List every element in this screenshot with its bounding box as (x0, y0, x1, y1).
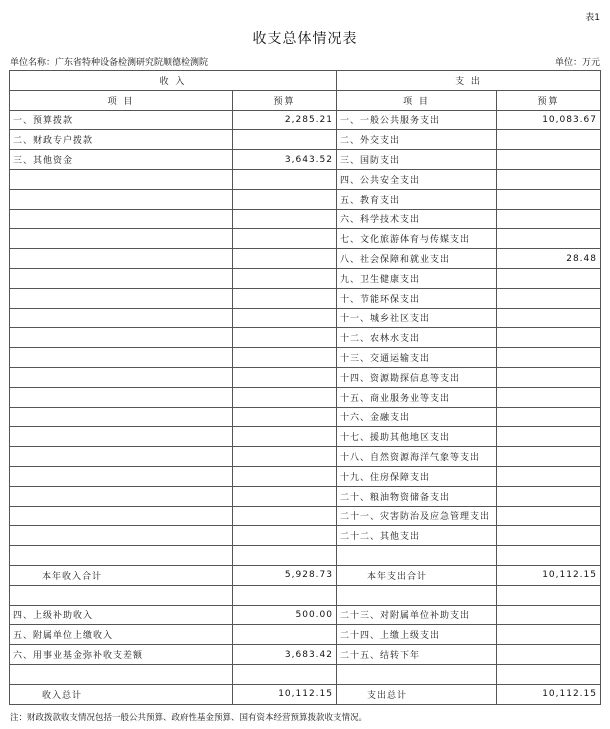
expense-item-cell: 六、科学技术支出 (337, 209, 497, 229)
expense-budget-cell (497, 209, 601, 229)
table-column-header (10, 90, 601, 110)
table-row (10, 664, 601, 684)
table-row (10, 308, 601, 328)
expense-budget-cell (497, 625, 601, 645)
income-budget-cell (233, 367, 337, 387)
income-budget-cell (233, 486, 337, 506)
income-item-cell (10, 229, 233, 249)
expense-item-cell: 八、社会保障和就业支出 (337, 249, 497, 269)
expense-budget-cell (497, 268, 601, 288)
income-item-cell: 一、预算拨款 (10, 110, 233, 130)
income-item-cell: 二、财政专户拨款 (10, 130, 233, 150)
income-budget-cell (233, 288, 337, 308)
expense-budget-cell (497, 229, 601, 249)
expense-item-cell: 五、教育支出 (337, 189, 497, 209)
expense-header: 支 出 (337, 71, 601, 91)
budget-table (9, 70, 601, 705)
expense-budget-cell: 10,112.15 (497, 684, 601, 704)
expense-item-cell: 四、公共安全支出 (337, 169, 497, 189)
income-item-cell: 五、附属单位上缴收入 (10, 625, 233, 645)
expense-budget-cell: 10,083.67 (497, 110, 601, 130)
table-row (10, 466, 601, 486)
income-budget-cell (233, 664, 337, 684)
table-row (10, 169, 601, 189)
income-budget-cell: 500.00 (233, 605, 337, 625)
expense-budget-cell (497, 585, 601, 605)
expense-budget-cell (497, 407, 601, 427)
income-budget-cell (233, 130, 337, 150)
table-row (10, 645, 601, 665)
expense-item-cell: 三、国防支出 (337, 150, 497, 170)
table-row (10, 110, 601, 130)
table-row (10, 249, 601, 269)
income-budget-cell (233, 506, 337, 526)
expense-item-cell: 十八、自然资源海洋气象等支出 (337, 447, 497, 467)
table-row (10, 427, 601, 447)
table-row (10, 605, 601, 625)
expense-item-cell: 二十二、其他支出 (337, 526, 497, 546)
expense-item-cell: 九、卫生健康支出 (337, 268, 497, 288)
table-row (10, 150, 601, 170)
income-item-cell (10, 427, 233, 447)
expense-item-cell: 十、节能环保支出 (337, 288, 497, 308)
table-row (10, 684, 601, 704)
table-row (10, 585, 601, 605)
income-item-cell (10, 249, 233, 269)
table-row (10, 407, 601, 427)
table-row (10, 130, 601, 150)
income-budget-header: 预算 (233, 90, 337, 110)
income-item-cell (10, 447, 233, 467)
income-header: 收 入 (10, 71, 337, 91)
table-row (10, 625, 601, 645)
expense-item-cell: 七、文化旅游体育与传媒支出 (337, 229, 497, 249)
expense-budget-cell (497, 169, 601, 189)
expense-budget-cell (497, 466, 601, 486)
table-row (10, 447, 601, 467)
expense-item-cell: 一、一般公共服务支出 (337, 110, 497, 130)
expense-budget-cell (497, 387, 601, 407)
income-budget-cell (233, 546, 337, 566)
income-budget-cell (233, 308, 337, 328)
expense-budget-cell (497, 427, 601, 447)
table-row (10, 288, 601, 308)
expense-budget-cell (497, 447, 601, 467)
expense-item-cell: 二十五、结转下年 (337, 645, 497, 665)
footnote: 注：财政拨款收支情况包括一般公共预算、政府性基金预算、国有资本经营预算拨款收支情况。 (10, 713, 368, 723)
income-item-cell: 收入总计 (10, 684, 233, 704)
expense-budget-cell (497, 367, 601, 387)
expense-budget-header: 预算 (497, 90, 601, 110)
income-budget-cell (233, 189, 337, 209)
income-budget-cell (233, 268, 337, 288)
table-row (10, 486, 601, 506)
income-item-cell (10, 546, 233, 566)
table-row (10, 387, 601, 407)
expense-item-cell: 二十一、灾害防治及应急管理支出 (337, 506, 497, 526)
income-item-cell (10, 407, 233, 427)
income-item-cell: 六、用事业基金弥补收支差额 (10, 645, 233, 665)
organization-label: 单位名称：广东省特种设备检测研究院顺德检测院 (10, 58, 209, 68)
income-item-cell (10, 348, 233, 368)
income-budget-cell: 2,285.21 (233, 110, 337, 130)
income-budget-cell (233, 348, 337, 368)
expense-item-cell: 十四、资源勘探信息等支出 (337, 367, 497, 387)
expense-budget-cell (497, 645, 601, 665)
expense-item-cell: 二、外交支出 (337, 130, 497, 150)
income-item-cell (10, 585, 233, 605)
income-budget-cell: 3,643.52 (233, 150, 337, 170)
expense-budget-cell (497, 506, 601, 526)
income-item-cell (10, 189, 233, 209)
expense-budget-cell: 28.48 (497, 249, 601, 269)
expense-item-cell: 二十、粮油物资储备支出 (337, 486, 497, 506)
income-budget-cell: 10,112.15 (233, 684, 337, 704)
expense-budget-cell: 10,112.15 (497, 565, 601, 585)
income-item-cell (10, 209, 233, 229)
expense-budget-cell (497, 546, 601, 566)
expense-budget-cell (497, 486, 601, 506)
income-budget-cell (233, 387, 337, 407)
table-row (10, 189, 601, 209)
expense-budget-cell (497, 308, 601, 328)
income-budget-cell (233, 625, 337, 645)
table-row (10, 209, 601, 229)
table-row (10, 367, 601, 387)
table-row (10, 546, 601, 566)
income-budget-cell (233, 526, 337, 546)
income-item-cell (10, 506, 233, 526)
expense-item-cell: 本年支出合计 (337, 565, 497, 585)
income-item-cell (10, 288, 233, 308)
income-budget-cell (233, 427, 337, 447)
table-row (10, 268, 601, 288)
table-row (10, 328, 601, 348)
table-group-header (10, 71, 601, 91)
income-item-cell (10, 308, 233, 328)
income-budget-cell: 3,683.42 (233, 645, 337, 665)
expense-budget-cell (497, 664, 601, 684)
expense-item-cell: 二十四、上缴上级支出 (337, 625, 497, 645)
income-budget-cell (233, 209, 337, 229)
expense-item-cell: 十三、交通运输支出 (337, 348, 497, 368)
expense-budget-cell (497, 288, 601, 308)
expense-item-cell: 十七、援助其他地区支出 (337, 427, 497, 447)
expense-item-cell (337, 585, 497, 605)
income-item-cell: 四、上级补助收入 (10, 605, 233, 625)
income-item-cell (10, 466, 233, 486)
income-budget-cell (233, 229, 337, 249)
page-title: 收支总体情况表 (252, 31, 358, 47)
expense-item-cell (337, 664, 497, 684)
expense-budget-cell (497, 328, 601, 348)
table-row (10, 506, 601, 526)
income-item-cell (10, 367, 233, 387)
expense-budget-cell (497, 150, 601, 170)
expense-budget-cell (497, 526, 601, 546)
table-row (10, 348, 601, 368)
expense-item-cell: 十六、金融支出 (337, 407, 497, 427)
income-budget-cell: 5,928.73 (233, 565, 337, 585)
income-budget-cell (233, 328, 337, 348)
expense-budget-cell (497, 605, 601, 625)
income-budget-cell (233, 249, 337, 269)
income-item-cell (10, 169, 233, 189)
expense-item-cell: 十五、商业服务业等支出 (337, 387, 497, 407)
income-budget-cell (233, 447, 337, 467)
income-item-cell (10, 664, 233, 684)
income-item-cell (10, 486, 233, 506)
expense-item-cell: 十二、农林水支出 (337, 328, 497, 348)
income-item-cell: 本年收入合计 (10, 565, 233, 585)
expense-item-cell: 十一、城乡社区支出 (337, 308, 497, 328)
income-budget-cell (233, 466, 337, 486)
income-budget-cell (233, 407, 337, 427)
income-item-cell (10, 526, 233, 546)
table-row (10, 526, 601, 546)
expense-budget-cell (497, 348, 601, 368)
expense-item-header: 项 目 (337, 90, 497, 110)
expense-item-cell (337, 546, 497, 566)
expense-item-cell: 十九、住房保障支出 (337, 466, 497, 486)
income-item-cell (10, 387, 233, 407)
table-row (10, 565, 601, 585)
income-item-cell (10, 268, 233, 288)
expense-budget-cell (497, 130, 601, 150)
table-row (10, 229, 601, 249)
expense-budget-cell (497, 189, 601, 209)
expense-item-cell: 二十三、对附属单位补助支出 (337, 605, 497, 625)
table-number: 表1 (585, 13, 600, 23)
expense-item-cell: 支出总计 (337, 684, 497, 704)
income-item-cell: 三、其他资金 (10, 150, 233, 170)
unit-label: 单位：万元 (554, 58, 600, 68)
income-budget-cell (233, 585, 337, 605)
income-item-header: 项 目 (10, 90, 233, 110)
income-item-cell (10, 328, 233, 348)
income-budget-cell (233, 169, 337, 189)
